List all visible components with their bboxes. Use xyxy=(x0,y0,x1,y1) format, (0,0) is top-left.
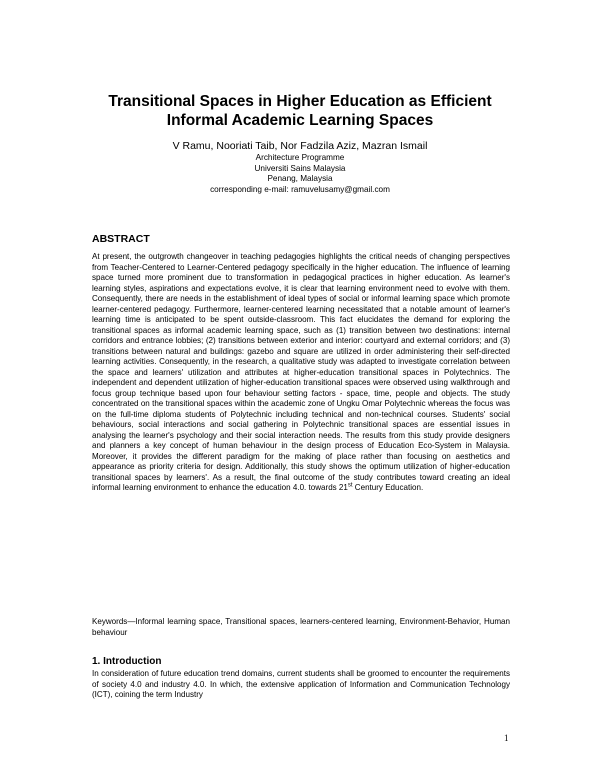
author-list: V Ramu, Nooriati Taib, Nor Fadzila Aziz, Mazran Ismail xyxy=(172,140,428,152)
affiliation-block xyxy=(0,153,600,195)
section-1-body: In consideration of future education trend domains, current students shall be groomed to encounter the requirements of society 4.0 and industry 4.0. In which, the extensive application of Information and Communication Technology (ICT), coining the term Industry xyxy=(92,669,510,699)
title-line-1: Transitional Spaces in Higher Education as Efficient xyxy=(108,93,492,110)
abstract-body xyxy=(92,252,510,494)
page-number: 1 xyxy=(504,733,509,743)
abstract-superscript: st xyxy=(347,482,353,489)
affiliation-university: Universiti Sains Malaysia xyxy=(254,163,346,173)
abstract-text-main: At present, the outgrowth changeover in teaching pedagogies highlights the critical needs of changing perspectives from Teacher-Centered to Learner-Centered pedagogy specifically in the higher education. The influence of learning space turned more prominent due to transformation in pedagogical practices in higher education. As learner's learning styles, aspirations and expectations evolve, it is clear that learning environment need to evolve with them. Consequently, there are needs in the establishment of ideal types of social or informal learning space which promote learner-centered pedagogy. Furthermore, learner-centered learning necessitated that a notable amount of learner's learning time is anticipated to be spent outside-classroom. This fact elucidates the demand for exploring the transitional spaces as informal academic learning space, such as (1) transition between two destinations: internal corridors and entrance lobbies; (2) transitions between exterior and interior: courtyard and external corridors; and (3) transitions between natural and buildings: gazebo and square are utilized in order administering their self-directed learning activities. Consequently, in the research, a qualitative study was adapted to investigate correlation between the space and learners' utilization and attributes at higher-education transitional spaces in Polytechnics. The independent and dependent utilization of higher-education transitional spaces were observed using walkthrough and focus group technique based upon four behaviour setting factors - space, time, people and objects. The study concentrated on the transitional spaces within the academic zone of Ungku Omar Polytechnic whereas the focus was on the full-time diploma students of Polytechnic including technical and non-technical courses. Students' social behaviours, social interactions and social gathering in Polytechnic transitional spaces are essential issues in analysing the learner's psychology and their social interaction needs. The results from this study provide designers and planners a key concept of human behaviour in the design process of Education Eco-System in Malaysia. Moreover, it provides the different paradigm for the making of place rather than focusing on aesthetics and appearance as priority criteria for design. Additionally, this study shows the optimum utilization of higher-education transitional spaces by learners'. As a result, the final outcome of the study contributes toward creating an ideal informal learning environment to enhance the education 4.0. towards 21 xyxy=(92,252,510,492)
section-1-heading: 1. Introduction xyxy=(92,656,162,667)
affiliation-email: corresponding e-mail: ramuvelusamy@gmail.com xyxy=(210,184,390,194)
abstract-text-end: Century Education. xyxy=(352,483,424,492)
paper-title xyxy=(0,92,600,130)
abstract-paragraph xyxy=(92,252,510,494)
abstract-heading: ABSTRACT xyxy=(92,233,150,245)
affiliation-location: Penang, Malaysia xyxy=(267,174,333,183)
keywords: Keywords—Informal learning space, Transitional spaces, learners-centered learning, Environment-Behavior, Human behaviour xyxy=(92,617,510,637)
affiliation-dept: Architecture Programme xyxy=(255,153,345,162)
title-line-2: Informal Academic Learning Spaces xyxy=(166,112,434,129)
